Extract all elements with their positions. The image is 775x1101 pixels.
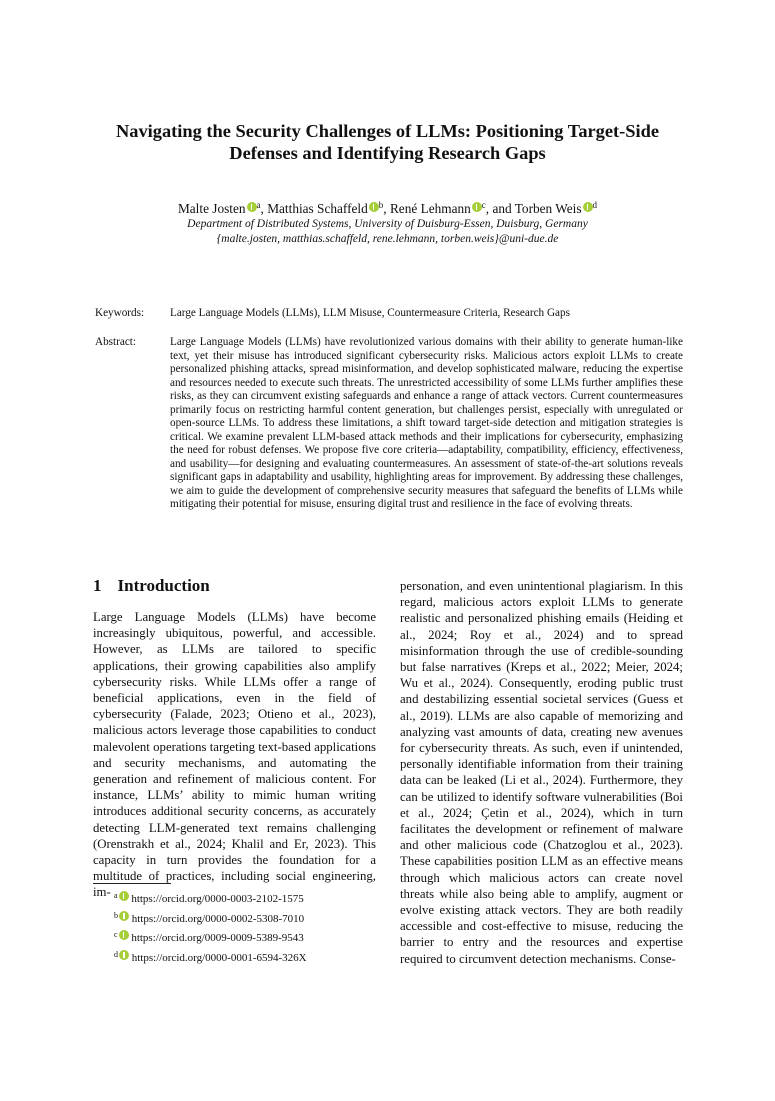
author-separator: , and [485,201,515,216]
footnote-item [114,888,307,908]
author-mark: b [378,200,384,210]
orcid-icon[interactable] [583,202,593,212]
orcid-icon[interactable] [472,202,482,212]
footnote-mark: c [114,930,118,940]
author-name: Torben Weis [514,201,582,216]
affiliation-block [40,217,735,247]
orcid-icon[interactable] [369,202,379,212]
author-emails: {malte.josten, matthias.schaffeld, rene.lehmann, torben.weis}@uni-due.de [216,233,559,245]
paper-title-line-1: Navigating the Security Challenges of LLMs: Positioning Target-Side [115,121,660,141]
intro-right-column: personation, and even unintentional plagiarism. In this regard, malicious actors exploit LLMs to generate realistic and personalized phishing emails (Heiding et al., 2024; Roy et al., 2024) and to spread misinformation through the use of credible-sounding but false narratives (Kreps et al., 2022; Meier, 2024; Wu et al., 2024). Consequently, eroding public trust and destabilizing essential societal services (Guess et al., 2019). LLMs are also capable of memorizing and analyzing vast amounts of data, creating new avenues for cybersecurity threats. As such, even if unintended, personally identifiable information from their training data can be leaked (Li et al., 2024). Furthermore, they can be utilized to identify software vulnerabilities (Boi et al., 2024; Çetin et al., 2024), which in turn facilitates the development or refinement of malware and other malicious code (Chatzoglou et al., 2023). These capabilities position LLM as an effective means through which malicious actors can create novel threats while also being able to amplify, augment or evolve existing attack vectors. They are both readily accessible and cost-effective to misuse, reducing the barrier to entry and the resources and expertise required to circumvent detection mechanisms. Conse- [400,579,683,966]
intro-left-column: Large Language Models (LLMs) have become increasingly ubiquitous, powerful, and accessible. However, as LLMs are tailored to specific applications, their growing capabilities also amplify cybersecurity risks. While LLMs offer a range of beneficial applications, even in the field of cybersecurity (Falade, 2023; Otieno et al., 2023), malicious actors leverage those capabilities to conduct malevolent operations targeting text-based applications and security mechanisms, and automating the generation and refinement of malicious content. For instance, LLMs’ ability to mimic human writing introduces additional security concerns, as accurately detecting LLM-generated text remains challenging (Orenstrakh et al., 2024; Khalil and Er, 2023). This capacity in turn provides the foundation for a multitude of practices, including social engineering, im- [93,610,376,900]
affiliation: Department of Distributed Systems, University of Duisburg-Essen, Duisburg, Germany [187,218,588,230]
footnote-item [114,947,307,967]
author-separator: , [260,201,268,216]
orcid-icon [119,891,129,901]
footnotes [114,888,307,966]
author-mark: d [592,200,598,210]
footnote-item [114,927,307,947]
keywords-label: Keywords: [95,307,145,319]
paper-title [60,120,715,164]
paper-title-line-2: Defenses and Identifying Research Gaps [229,143,546,163]
keywords: Large Language Models (LLMs), LLM Misuse, Countermeasure Criteria, Research Gaps [170,307,570,319]
orcid-icon [119,930,129,940]
footnote-mark: d [114,949,118,959]
author-list [40,197,735,217]
footnote-divider [93,883,171,884]
footnote-item [114,908,307,928]
orcid-icon[interactable] [247,202,257,212]
author-name: Malte Josten [177,201,246,216]
abstract-text: Large Language Models (LLMs) have revolutionized various domains with their ability to generate human-like text, yet their misuse has introduced significant cybersecurity risks. Malicious actors exploit LLMs to create personalized phishing attacks, spread misinformation, and develop sophisticated malware, reducing the expertise and resources needed to execute such threats. The unrestricted accessibility of some LLMs further amplifies these risks, as they can circumvent existing safeguards and enhance a range of attack vectors. Current countermeasures primarily focus on restricting harmful content generation, but challenges persist, especially with unregulated or open-source LLMs. To address these limitations, a shift toward target-side detection and mitigation strategies is critical. We examine prevalent LLM-based attack methods and their implications for cybersecurity, emphasizing the need for robust defenses. We propose five core criteria—adaptability, compatibility, efficiency, effectiveness, and usability—for designing and evaluating countermeasures. An assessment of state-of-the-art solutions reveals significant gaps in adaptability and usability, highlighting areas for improvement. By addressing these challenges, we aim to guide the development of comprehensive security measures that safeguard the benefits of LLMs while mitigating their potential for misuse, ensuring digital trust and resilience in the face of evolving threats. [170,336,683,510]
footnote-mark: b [114,910,118,920]
orcid-icon [119,911,129,921]
author-name: René Lehmann [389,201,471,216]
orcid-link[interactable]: https://orcid.org/0000-0001-6594-326X [131,951,307,964]
orcid-link[interactable]: https://orcid.org/0000-0002-5308-7010 [131,912,305,925]
abstract-label: Abstract: [95,336,137,348]
author-name: Matthias Schaffeld [267,201,368,216]
section-heading [93,576,210,596]
orcid-link[interactable]: https://orcid.org/0009-0009-5389-9543 [131,932,304,945]
orcid-link[interactable]: https://orcid.org/0000-0003-2102-1575 [131,893,304,905]
section-title: Introduction [117,576,210,595]
author-separator: , [383,201,390,216]
orcid-icon [119,950,129,960]
author-mark: c [481,200,486,210]
author-mark: a [256,200,261,210]
footnote-mark: a [114,891,118,900]
section-number: 1 [93,576,102,595]
